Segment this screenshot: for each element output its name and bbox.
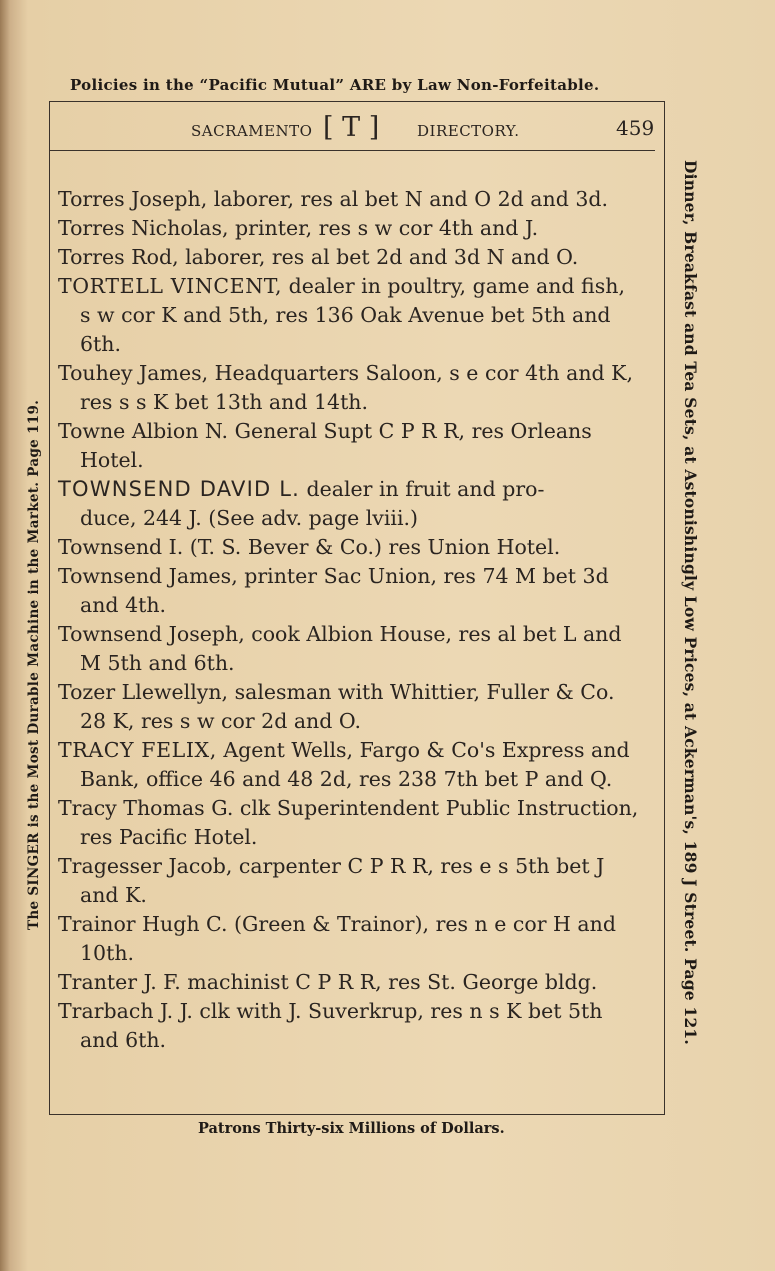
header-letter: [ T ] [323, 112, 380, 143]
entry-line: and 4th. [80, 593, 167, 617]
right-margin-text: Dinner, Breakfast and Tea Sets, at Astonishingly Low Prices, at Ackerman's, 189 J Street. Page 121. [681, 160, 700, 1046]
entry-line: Torres Nicholas, printer, res s w cor 4th and J. [58, 216, 539, 240]
entry-name: TORTELL VINCENT, [58, 274, 283, 298]
bottom-advertisement-banner: Patrons Thirty-six Millions of Dollars. [198, 1120, 505, 1137]
header-city: SACRAMENTO [191, 122, 313, 140]
directory-entries [58, 185, 658, 1055]
entry-line: 10th. [80, 941, 135, 965]
entry-line: Trainor Hugh C. (Green & Trainor), res n e cor H and [58, 912, 616, 936]
directory-entry [58, 968, 658, 997]
directory-entry [58, 475, 658, 533]
header-rule [49, 150, 655, 151]
directory-entry [58, 243, 658, 272]
running-header [49, 110, 663, 150]
entry-line [58, 475, 658, 504]
entry-line: s w cor K and 5th, res 136 Oak Avenue bet 5th and [80, 303, 611, 327]
header-directory: DIRECTORY. [417, 122, 520, 140]
directory-entry [58, 562, 658, 620]
directory-entry [58, 852, 658, 910]
entry-line: Tracy Thomas G. clk Superintendent Public Instruction, [58, 796, 639, 820]
directory-entry [58, 185, 658, 214]
entry-line: 28 K, res s w cor 2d and O. [80, 709, 362, 733]
entry-line: Tragesser Jacob, carpenter C P R R, res e s 5th bet J [58, 854, 605, 878]
left-margin-text: The SINGER is the Most Durable Machine in the Market. Page 119. [26, 399, 42, 930]
entry-text: dealer in poultry, game and fish, [282, 274, 625, 298]
entry-line: Touhey James, Headquarters Saloon, s e cor 4th and K, [58, 361, 633, 385]
entry-line: Torres Joseph, laborer, res al bet N and O 2d and 3d. [58, 187, 609, 211]
entry-line: Townsend James, printer Sac Union, res 74 M bet 3d [58, 564, 609, 588]
entry-line: Tozer Llewellyn, salesman with Whittier, Fuller & Co. [58, 680, 615, 704]
directory-entry [58, 272, 658, 359]
right-margin-advertisement [676, 160, 702, 1060]
entry-line [58, 272, 658, 301]
entry-line: duce, 244 J. (See adv. page lviii.) [80, 506, 419, 530]
entry-text: Agent Wells, Fargo & Co's Express and [216, 738, 630, 762]
entry-line: Trarbach J. J. clk with J. Suverkrup, res n s K bet 5th [58, 999, 603, 1023]
entry-line: Bank, office 46 and 48 2d, res 238 7th bet P and Q. [80, 767, 613, 791]
entry-line: M 5th and 6th. [80, 651, 235, 675]
top-advertisement-banner: Policies in the “Pacific Mutual” ARE by Law Non-Forfeitable. [70, 76, 600, 94]
entry-line [58, 736, 658, 765]
entry-line: Townsend Joseph, cook Albion House, res al bet L and [58, 622, 622, 646]
directory-entry [58, 794, 658, 852]
directory-entry [58, 533, 658, 562]
entry-line: Townsend I. (T. S. Bever & Co.) res Union Hotel. [58, 535, 561, 559]
directory-entry [58, 359, 658, 417]
directory-entry [58, 736, 658, 794]
entry-line: Hotel. [80, 448, 144, 472]
entry-line: Torres Rod, laborer, res al bet 2d and 3d N and O. [58, 245, 579, 269]
entry-line: res s s K bet 13th and 14th. [80, 390, 369, 414]
entry-line: Towne Albion N. General Supt C P R R, res Orleans [58, 419, 592, 443]
left-margin-advertisement [26, 290, 48, 930]
directory-entry [58, 417, 658, 475]
entry-line: Tranter J. F. machinist C P R R, res St. George bldg. [58, 970, 598, 994]
directory-entry [58, 910, 658, 968]
entry-name: TOWNSEND DAVID L. [58, 477, 300, 501]
entry-text: dealer in fruit and pro- [300, 477, 545, 501]
entry-line: and 6th. [80, 1028, 167, 1052]
entry-line: res Pacific Hotel. [80, 825, 258, 849]
directory-entry [58, 997, 658, 1055]
directory-entry [58, 214, 658, 243]
page-number: 459 [616, 116, 655, 140]
entry-line: and K. [80, 883, 147, 907]
directory-entry [58, 678, 658, 736]
directory-entry [58, 620, 658, 678]
entry-line: 6th. [80, 332, 121, 356]
entry-name: TRACY FELIX, [58, 738, 217, 762]
